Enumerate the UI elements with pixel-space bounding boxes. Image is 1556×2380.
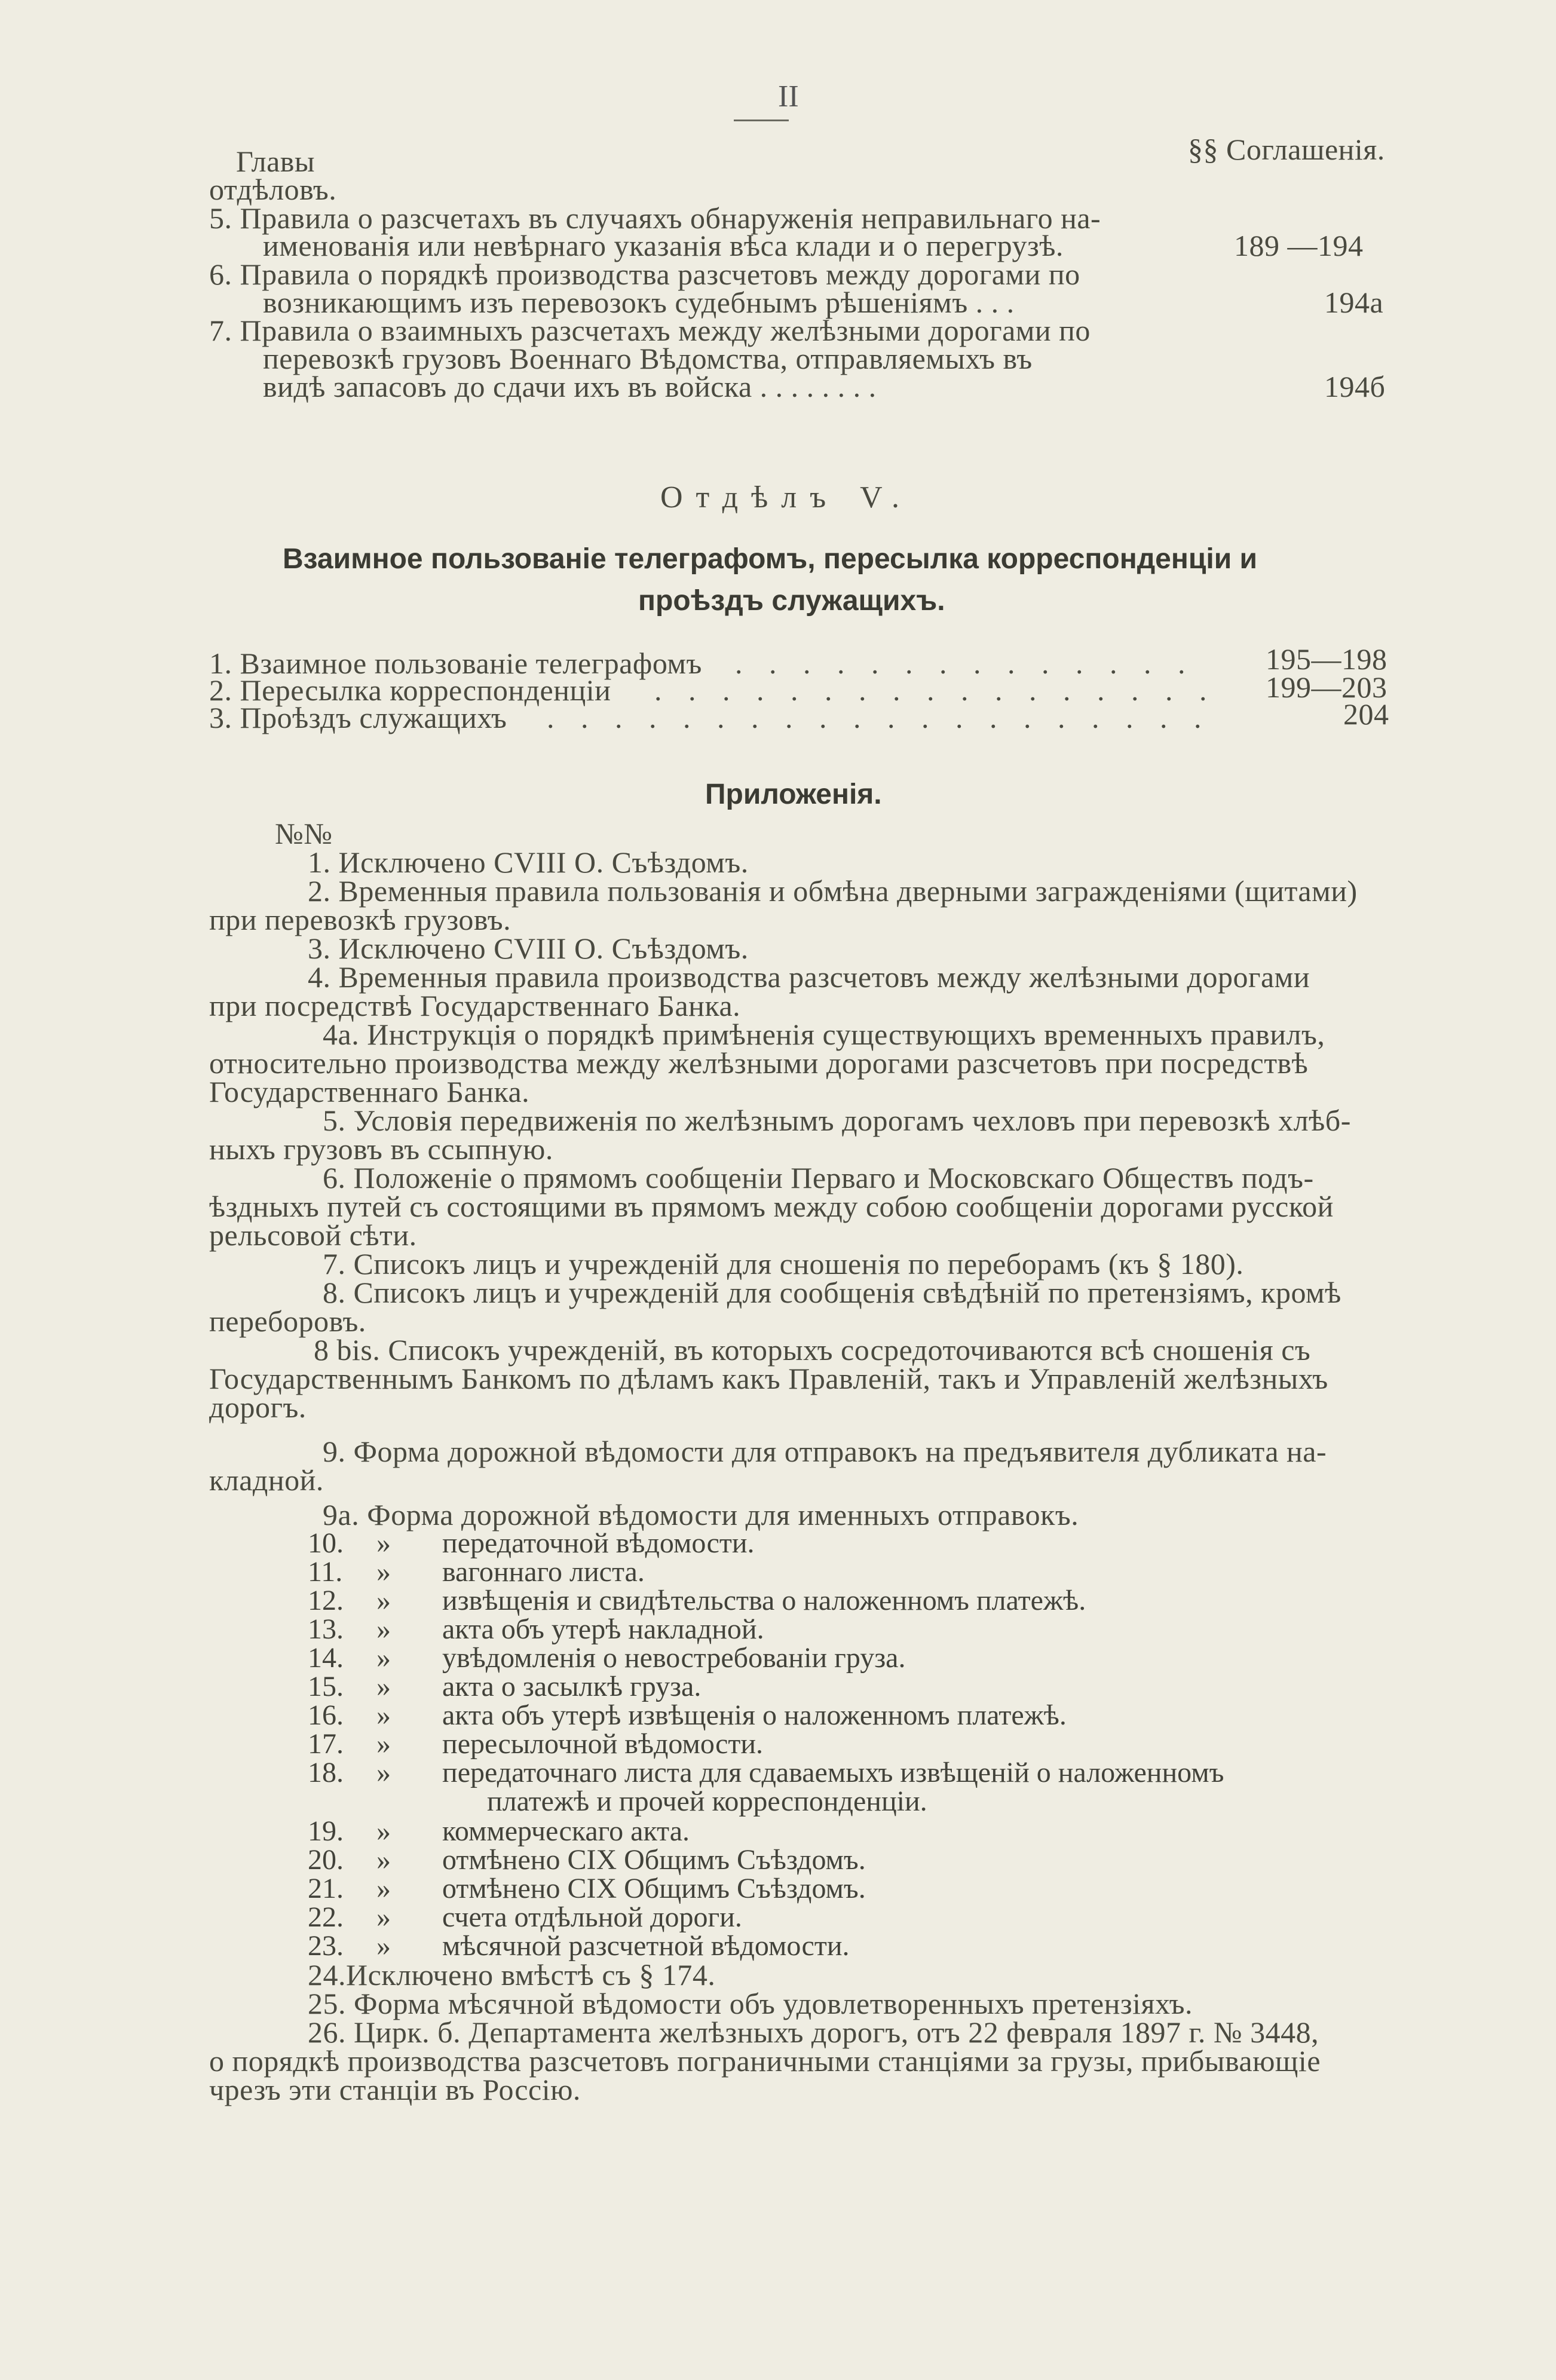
text-line: отмѣнено CIX Общимъ Съѣздомъ. — [442, 1844, 866, 1876]
text-line: 21. — [308, 1873, 344, 1904]
text-line: 7. Правила о взаимныхъ разсчетахъ между желѣзными дорогами по — [209, 314, 1091, 347]
text-line: » — [376, 1873, 391, 1904]
text-line: » — [376, 1930, 391, 1962]
text-line: акта о засылкѣ груза. — [442, 1671, 702, 1702]
toc-ref: 194а — [1324, 286, 1384, 319]
form-item — [308, 1903, 742, 1932]
text-line: 24.Исключено вмѣстѣ съ § 174. — [308, 1958, 716, 1992]
form-item — [308, 1529, 755, 1558]
text-line: чрезъ эти станціи въ Россію. — [209, 2073, 581, 2106]
text-line: именованія или невѣрнаго указанія вѣса клади и о перегрузѣ. — [263, 229, 1064, 262]
text-line: счета отдѣльной дороги. — [442, 1901, 742, 1933]
form-item — [308, 1615, 764, 1644]
text-line: 11. — [308, 1556, 343, 1588]
text-line: дорогъ. — [209, 1390, 307, 1424]
form-item — [308, 1701, 1067, 1730]
text-line: извѣщенія и свидѣтельства о наложенномъ платежѣ. — [442, 1585, 1086, 1616]
text-line: кладной. — [209, 1463, 324, 1497]
text-line: 9а. Форма дорожной вѣдомости для именныхъ отправокъ. — [323, 1498, 1079, 1531]
text-line: 4. Временныя правила производства разсчетовъ между желѣзными дорогами — [308, 960, 1310, 994]
text-line: 25. Форма мѣсячной вѣдомости объ удовлетворенныхъ претензіяхъ. — [308, 1987, 1193, 2020]
text-line: рельсовой сѣти. — [209, 1218, 417, 1252]
text-line: передаточной вѣдомости. — [442, 1527, 755, 1559]
form-item-continuation — [487, 1787, 927, 1817]
text-line: 1. Исключено CVIII О. Съѣздомъ. — [308, 846, 749, 879]
text-line: пересылочной вѣдомости. — [442, 1728, 764, 1760]
text-line: » — [376, 1699, 391, 1731]
text-line: возникающимъ изъ перевозокъ судебнымъ рѣшеніямъ . . . — [263, 286, 1015, 319]
text-line: ныхъ грузовъ въ ссыпную. — [209, 1132, 553, 1166]
text-line: при перевозкѣ грузовъ. — [209, 903, 511, 936]
text-line: Государственнаго Банка. — [209, 1075, 530, 1108]
text-line: 3. Проѣздъ служащихъ — [209, 701, 507, 734]
text-line: » — [376, 1642, 391, 1674]
numero-sign: №№ — [275, 817, 333, 850]
header-rule — [734, 120, 789, 121]
text-line: 19. — [308, 1815, 344, 1847]
text-line: 12. — [308, 1585, 344, 1616]
text-line: 9. Форма дорожной вѣдомости для отправокъ на предъявителя дубликата на- — [323, 1435, 1327, 1468]
toc-ref: 199—203 — [1266, 670, 1387, 704]
form-item — [308, 1729, 763, 1759]
text-line: видѣ запасовъ до сдачи ихъ въ войска . . . . . . . . — [263, 370, 877, 403]
column-header-chapters: Главы — [236, 145, 315, 178]
dot-leader: . . . . . . . . . . . . . . . . . — [654, 673, 1217, 707]
section-subtitle-line1: Взаимное пользованіе телеграфомъ, пересылка корреспонденціи и — [283, 543, 1258, 575]
text-line: » — [376, 1556, 391, 1588]
text-line: 22. — [308, 1901, 344, 1933]
text-line: платежѣ и прочей корреспонденціи. — [487, 1785, 927, 1817]
text-line: 2. Пересылка корреспонденціи — [209, 673, 611, 707]
text-line: 5. Правила о разсчетахъ въ случаяхъ обнаруженія неправильнаго на- — [209, 201, 1101, 235]
form-item — [308, 1586, 1086, 1616]
text-line: 16. — [308, 1699, 344, 1731]
form-item — [308, 1931, 850, 1961]
text-line: 8. Списокъ лицъ и учрежденій для сообщенія свѣдѣній по претензіямъ, кромѣ — [323, 1276, 1341, 1309]
text-line: » — [376, 1901, 391, 1933]
text-line: увѣдомленія о невостребованіи груза. — [442, 1642, 906, 1674]
text-line: 6. Положеніе о прямомъ сообщеніи Перваго и Московскаго Обществъ подъ- — [323, 1161, 1314, 1194]
text-line: 3. Исключено CVIII О. Съѣздомъ. — [308, 932, 749, 965]
text-line: коммерческаго акта. — [442, 1815, 690, 1847]
text-line: » — [376, 1527, 391, 1559]
text-line: 8 bis. Списокъ учрежденій, въ которыхъ сосредоточиваются всѣ сношенія съ — [314, 1333, 1311, 1367]
text-line: ѣздныхъ путей съ состоящими въ прямомъ между собою сообщеніи дорогами русской — [209, 1190, 1334, 1223]
text-line: 7. Списокъ лицъ и учрежденій для сношенія по переборамъ (къ § 180). — [323, 1247, 1244, 1281]
text-line: 14. — [308, 1642, 344, 1674]
text-line: передаточнаго листа для сдаваемыхъ извѣщеній о наложенномъ — [442, 1757, 1224, 1788]
appendix-title: Приложенія. — [705, 779, 882, 810]
text-line: 23. — [308, 1930, 344, 1962]
text-line: 17. — [308, 1728, 344, 1760]
column-header-sections: отдѣловъ. — [209, 173, 337, 206]
text-line: » — [376, 1671, 391, 1702]
toc-ref: 189 —194 — [1234, 229, 1364, 262]
form-item — [308, 1557, 645, 1587]
text-line: акта объ утерѣ накладной. — [442, 1613, 764, 1645]
toc-ref: 204 — [1343, 697, 1389, 731]
section-subtitle-line2: проѣздъ служащихъ. — [638, 585, 945, 617]
text-line: 5. Условія передвиженія по желѣзнымъ дорогамъ чехловъ при перевозкѣ хлѣб- — [323, 1104, 1351, 1137]
text-line: » — [376, 1815, 391, 1847]
toc-ref: 194б — [1324, 370, 1386, 403]
text-line: перевозкѣ грузовъ Военнаго Вѣдомства, отправляемыхъ въ — [263, 342, 1033, 375]
page-number: II — [778, 79, 799, 114]
text-line: 15. — [308, 1671, 344, 1702]
text-line: 18. — [308, 1757, 344, 1788]
form-item — [308, 1643, 905, 1673]
toc-ref: 195—198 — [1266, 642, 1387, 676]
text-line: 1. Взаимное пользованіе телеграфомъ — [209, 647, 702, 680]
text-line: при посредствѣ Государственнаго Банка. — [209, 989, 741, 1022]
text-line: мѣсячной разсчетной вѣдомости. — [442, 1930, 850, 1962]
form-item — [308, 1758, 1224, 1788]
text-line: относительно производства между желѣзными дорогами разсчетовъ при посредствѣ — [209, 1046, 1309, 1080]
text-line: вагоннаго листа. — [442, 1556, 645, 1588]
form-item — [308, 1845, 866, 1875]
column-header-paragraphs: §§ Соглашенія. — [1188, 133, 1385, 166]
text-line: 4а. Инструкція о порядкѣ примѣненія существующихъ временныхъ правилъ, — [323, 1018, 1325, 1051]
text-line: 13. — [308, 1613, 344, 1645]
text-line: » — [376, 1757, 391, 1788]
text-line: переборовъ. — [209, 1304, 366, 1338]
text-line: Государственнымъ Банкомъ по дѣламъ какъ Правленій, такъ и Управленій желѣзныхъ — [209, 1362, 1328, 1395]
text-line: 6. Правила о порядкѣ производства разсчетовъ между дорогами по — [209, 258, 1080, 291]
text-line: акта объ утерѣ извѣщенія о наложенномъ платежѣ. — [442, 1699, 1067, 1731]
section-title: Отдѣлъ V. — [660, 480, 912, 514]
text-line: 26. Цирк. б. Департамента желѣзныхъ дорогъ, отъ 22 февраля 1897 г. № 3448, — [308, 2016, 1319, 2049]
text-line: отмѣнено CIX Общимъ Съѣздомъ. — [442, 1873, 866, 1904]
dot-leader: . . . . . . . . . . . . . . . . . . . . — [547, 701, 1211, 734]
text-line: » — [376, 1585, 391, 1616]
text-line: 10. — [308, 1527, 344, 1559]
form-item — [308, 1672, 701, 1702]
text-line: 2. Временныя правила пользованія и обмѣна дверными загражденіями (щитами) — [308, 874, 1358, 908]
text-line: » — [376, 1613, 391, 1645]
dot-leader: . . . . . . . . . . . . . . — [735, 647, 1195, 680]
text-line: » — [376, 1728, 391, 1760]
form-item — [308, 1874, 866, 1904]
text-line: 20. — [308, 1844, 344, 1876]
text-line: о порядкѣ производства разсчетовъ пограничными станціями за грузы, прибывающіе — [209, 2044, 1321, 2078]
text-line: » — [376, 1844, 391, 1876]
form-item — [308, 1817, 690, 1846]
